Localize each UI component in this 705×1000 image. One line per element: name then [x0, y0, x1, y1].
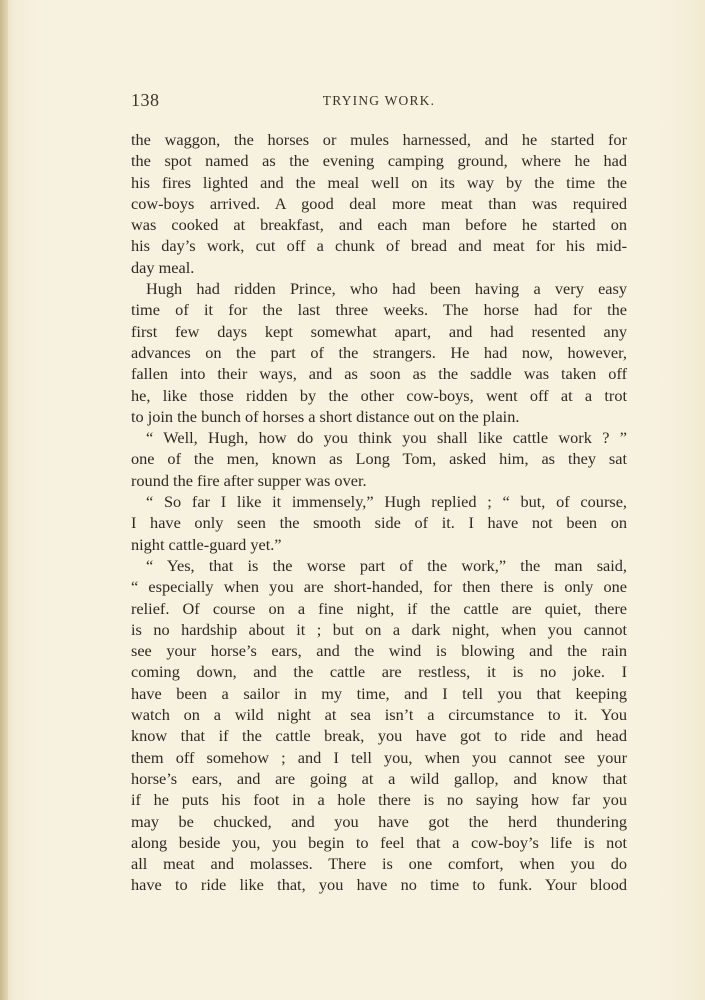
- text-line: “ Well, Hugh, how do you think you shall like cattle work ? ”: [146, 428, 627, 448]
- text-line: “ especially when you are short-handed, for then there is only one: [131, 577, 627, 597]
- text-line: “ So far I like it immensely,” Hugh replied ; “ but, of course,: [146, 492, 627, 512]
- text-line: have to ride like that, you have no time to funk. Your blood: [131, 875, 627, 895]
- text-line: his fires lighted and the meal well on its way by the time the: [131, 172, 627, 192]
- text-line: have been a sailor in my time, and I tell you that keeping: [131, 683, 627, 703]
- text-line: horse’s ears, and are going at a wild gallop, and know that: [131, 768, 627, 788]
- running-title: TRYING WORK.: [322, 93, 436, 108]
- text-line: the spot named as the evening camping ground, where he had: [131, 151, 627, 171]
- text-line: was cooked at breakfast, and each man before he started on: [131, 215, 627, 235]
- text-line: I have only seen the smooth side of it. I have not been on: [131, 513, 627, 533]
- text-line: his day’s work, cut off a chunk of bread and meat for his mid-: [131, 236, 627, 256]
- text-line: one of the men, known as Long Tom, asked him, as they sat: [131, 449, 627, 469]
- text-line: day meal.: [131, 257, 195, 277]
- body-text: [131, 129, 627, 896]
- text-line: Hugh had ridden Prince, who had been having a very easy: [146, 279, 627, 299]
- text-line: time of it for the last three weeks. The horse had for the: [131, 300, 627, 320]
- page-gutter: [0, 0, 8, 1000]
- text-line: all meat and molasses. There is one comfort, when you do: [131, 854, 627, 874]
- page-header: [131, 90, 627, 114]
- text-line: may be chucked, and you have got the herd thundering: [131, 811, 627, 831]
- page-number: 138: [131, 90, 160, 110]
- text-line: watch on a wild night at sea isn’t a circumstance to it. You: [131, 705, 627, 725]
- text-line: night cattle-guard yet.”: [131, 534, 282, 554]
- text-line: along beside you, you begin to feel that a cow-boy’s life is not: [131, 832, 627, 852]
- text-line: cow-boys arrived. A good deal more meat than was required: [131, 193, 627, 213]
- text-line: the waggon, the horses or mules harnessed, and he started for: [131, 130, 627, 149]
- text-line: advances on the part of the strangers. He had now, however,: [131, 342, 627, 362]
- text-line: to join the bunch of horses a short distance out on the plain.: [131, 406, 520, 426]
- text-line: see your horse’s ears, and the wind is blowing and the rain: [131, 641, 627, 661]
- text-line: fallen into their ways, and as soon as the saddle was taken off: [131, 364, 627, 384]
- text-line: coming down, and the cattle are restless, it is no joke. I: [131, 662, 627, 682]
- text-line: them off somehow ; and I tell you, when you cannot see your: [131, 747, 627, 767]
- text-line: relief. Of course on a fine night, if the cattle are quiet, there: [131, 598, 627, 618]
- text-line: know that if the cattle break, you have got to ride and head: [131, 726, 627, 746]
- text-line: round the fire after supper was over.: [131, 470, 367, 490]
- text-line: “ Yes, that is the worse part of the work,” the man said,: [146, 555, 627, 575]
- text-line: first few days kept somewhat apart, and had resented any: [131, 321, 627, 341]
- text-line: he, like those ridden by the other cow-boys, went off at a trot: [131, 385, 627, 405]
- text-line: is no hardship about it ; but on a dark night, when you cannot: [131, 619, 627, 639]
- text-line: if he puts his foot in a hole there is no saying how far you: [131, 790, 627, 810]
